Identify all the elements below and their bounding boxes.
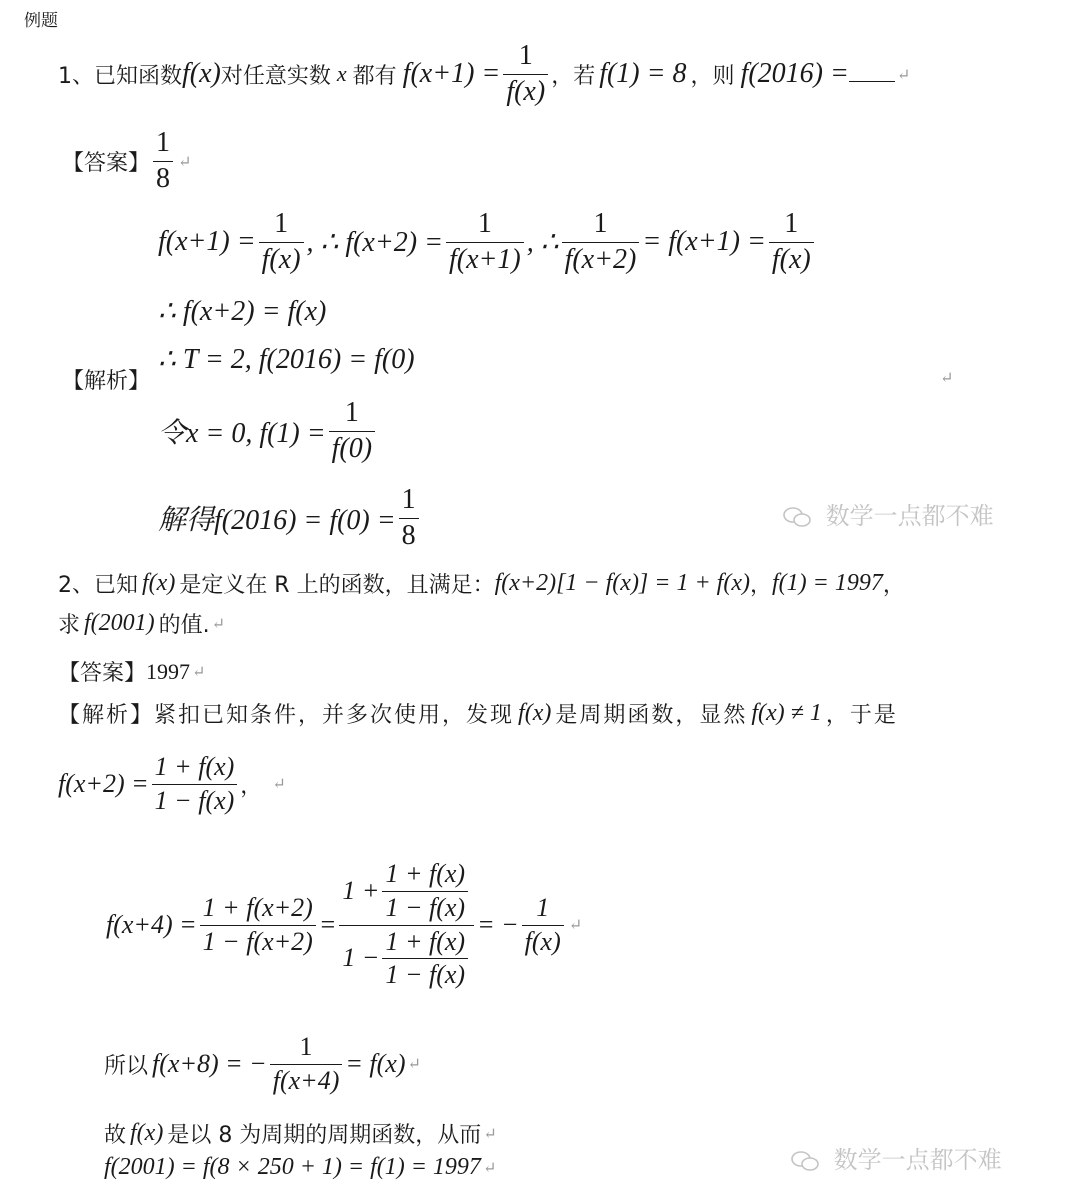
denominator: f(0) — [331, 432, 373, 464]
fraction — [270, 1033, 343, 1095]
fraction — [329, 398, 375, 465]
fraction — [503, 41, 548, 108]
statement-text: 是定义在 R 上的函数，且满足： — [179, 573, 495, 598]
analysis-1-line-2: ∴ f(x+2) = f(x) — [158, 296, 327, 327]
numerator: 1 — [299, 1031, 313, 1061]
fraction — [446, 209, 524, 276]
math-text: 1 + — [342, 876, 380, 906]
numerator: 1 — [593, 207, 608, 239]
fraction-bar — [259, 242, 304, 243]
return-icon: ↵ — [211, 614, 226, 633]
answer-1 — [62, 128, 191, 194]
return-icon: ↵ — [482, 1159, 497, 1177]
fraction-bar — [153, 161, 173, 162]
denominator: f(x+2) — [564, 243, 637, 275]
statement-text: 所以 — [104, 1053, 149, 1079]
denominator: f(x+1) — [448, 243, 521, 275]
denominator: f(x+4) — [272, 1065, 340, 1095]
compound-numerator — [339, 860, 474, 922]
problem-number: 1、 — [58, 63, 94, 89]
problem-1-statement — [58, 36, 910, 112]
statement-text: 已知函数 — [94, 63, 183, 89]
equation-2 — [106, 852, 582, 998]
fraction — [200, 894, 316, 956]
statement-text: 求 — [58, 613, 81, 638]
numerator: 1 + f(x+2) — [202, 892, 313, 922]
fraction-bar — [399, 518, 419, 519]
math-text: f(x+4) = — [106, 910, 197, 939]
answer-label: 【答案】 — [58, 661, 147, 686]
fraction-bar — [152, 784, 238, 785]
numerator: 1 — [518, 39, 533, 71]
math-equation: f(x+1) = — [402, 58, 501, 89]
fraction — [399, 485, 419, 552]
denominator: 1 − f(x) — [154, 785, 235, 815]
inner-fraction — [382, 860, 468, 922]
math-text: 1 − — [342, 943, 380, 973]
analysis-label: 【解析】 — [62, 369, 151, 394]
denominator: f(x) — [771, 243, 811, 275]
fraction-bar — [382, 958, 468, 959]
answer-label: 【答案】 — [62, 150, 151, 176]
math-fx: f(x) — [518, 700, 552, 726]
return-icon: ↵ — [192, 662, 206, 681]
analysis-1-line-5 — [158, 480, 422, 556]
numerator: 1 + f(x) — [385, 926, 466, 956]
equation-3 — [104, 1024, 421, 1104]
statement-text: 2、已知 — [58, 573, 138, 598]
math-inequality: f(x) ≠ 1 — [751, 700, 822, 726]
denominator: f(x) — [506, 75, 546, 107]
numerator: 1 — [344, 396, 359, 428]
return-icon: ↵ — [178, 151, 192, 171]
fraction-bar — [522, 925, 564, 926]
math-text: f(x+8) = − — [152, 1049, 267, 1078]
return-icon: ↵ — [483, 1124, 497, 1143]
statement-text: 故 — [104, 1123, 127, 1148]
math-fx: f(x) — [142, 570, 176, 596]
math-text: f(x+1) = — [158, 226, 256, 257]
wechat-icon — [790, 1150, 820, 1172]
analysis-1-line-3: ∴ T = 2, f(2016) = f(0) — [158, 344, 415, 375]
math-given: f(1) = 1997 — [771, 570, 883, 596]
conclusion-text — [104, 1118, 497, 1149]
problem-2-statement-line-1 — [58, 568, 905, 599]
analysis-text: ，于是 — [825, 703, 898, 728]
numerator: 1 — [156, 126, 171, 158]
denominator: f(x) — [261, 243, 301, 275]
fraction-bar — [562, 242, 640, 243]
answer-value: 1997 — [146, 658, 191, 684]
fraction-bar — [339, 925, 474, 926]
analysis-text: 紧扣已知条件，并多次使用，发现 — [154, 703, 515, 728]
problem-2-statement-line-2 — [58, 608, 225, 639]
math-text: = f(x) — [345, 1049, 406, 1078]
math-equation: f(x+2)[1 − f(x)] = 1 + f(x) — [494, 570, 750, 596]
equation-1 — [58, 744, 286, 824]
math-ask: f(2016) = — [740, 58, 849, 89]
fraction-bar — [200, 925, 316, 926]
fraction — [562, 209, 640, 276]
fraction-bar — [270, 1064, 343, 1065]
math-text: = − — [477, 910, 519, 939]
numerator: 1 + f(x) — [154, 751, 235, 781]
fraction — [769, 209, 814, 276]
analysis-1-line-4 — [158, 390, 378, 472]
numerator: 1 — [401, 483, 416, 515]
denominator: 1 − f(x) — [385, 960, 466, 990]
math-text: , ∴ f(x+2) = — [306, 227, 443, 258]
denominator: 8 — [401, 519, 416, 551]
return-icon: ↵ — [896, 64, 911, 84]
numerator: 1 + f(x) — [385, 859, 466, 889]
return-icon: ↵ — [568, 917, 583, 934]
fraction-bar — [503, 74, 548, 75]
math-x: x — [336, 61, 347, 86]
punctuation: ， — [240, 773, 263, 799]
compound-fraction — [339, 860, 474, 989]
fraction-bar — [446, 242, 524, 243]
inner-fraction — [382, 928, 468, 990]
math-text: f(2001) = f(8 × 250 + 1) = f(1) = 1997 — [104, 1154, 481, 1180]
return-icon: ↵ — [272, 776, 286, 793]
fraction-bar — [769, 242, 814, 243]
statement-text: 都有 — [352, 63, 397, 89]
math-text: = f(x+1) = — [642, 226, 766, 257]
analysis-2-text — [58, 698, 898, 729]
watermark-text: 数学一点都不难 — [825, 502, 994, 530]
statement-text: 的值. — [158, 613, 210, 638]
watermark — [782, 496, 994, 531]
analysis-1-line-1 — [158, 200, 817, 284]
fraction-bar — [382, 891, 468, 892]
math-text: 令x = 0, f(1) = — [158, 418, 326, 449]
math-text: = — [318, 910, 337, 939]
math-given: f(1) = 8 — [599, 58, 687, 89]
statement-text: 是以 8 为周期的周期函数，从而 — [167, 1123, 482, 1148]
watermark — [790, 1140, 1002, 1175]
math-text: 解得f(2016) = f(0) = — [158, 505, 396, 536]
return-icon: ↵ — [940, 368, 954, 387]
watermark-text: 数学一点都不难 — [833, 1146, 1002, 1174]
math-fx: f(x) — [182, 58, 221, 89]
math-f2001: f(2001) — [84, 610, 155, 636]
fraction — [152, 753, 238, 815]
statement-text: ，若 — [551, 63, 596, 89]
numerator: 1 — [274, 207, 289, 239]
section-label: 例题 — [24, 11, 58, 31]
return-icon: ↵ — [407, 1056, 421, 1073]
numerator: 1 — [536, 892, 550, 922]
math-text: , ∴ — [526, 227, 559, 258]
answer-blank — [849, 67, 895, 82]
numerator: 1 — [784, 207, 799, 239]
denominator: 8 — [156, 162, 171, 194]
math-text: f(x+2) = — [58, 769, 149, 798]
numerator: 1 — [477, 207, 492, 239]
denominator: f(x) — [524, 926, 561, 956]
final-equation — [104, 1154, 496, 1181]
denominator: 1 − f(x) — [385, 892, 466, 922]
analysis-text: 是周期函数，显然 — [555, 703, 748, 728]
answer-fraction — [153, 128, 173, 195]
denominator: 1 − f(x+2) — [202, 926, 313, 956]
statement-text: 对任意实数 — [220, 63, 331, 89]
statement-text: ， — [749, 573, 772, 598]
answer-2 — [58, 656, 205, 687]
fraction-bar — [329, 431, 375, 432]
statement-text: ，则 — [690, 63, 735, 89]
math-fx: f(x) — [130, 1120, 164, 1146]
compound-denominator — [339, 928, 474, 990]
wechat-icon — [782, 506, 812, 528]
fraction — [522, 894, 564, 956]
analysis-label: 【解析】 — [58, 703, 155, 728]
fraction — [259, 209, 304, 276]
statement-text: ， — [882, 573, 905, 598]
